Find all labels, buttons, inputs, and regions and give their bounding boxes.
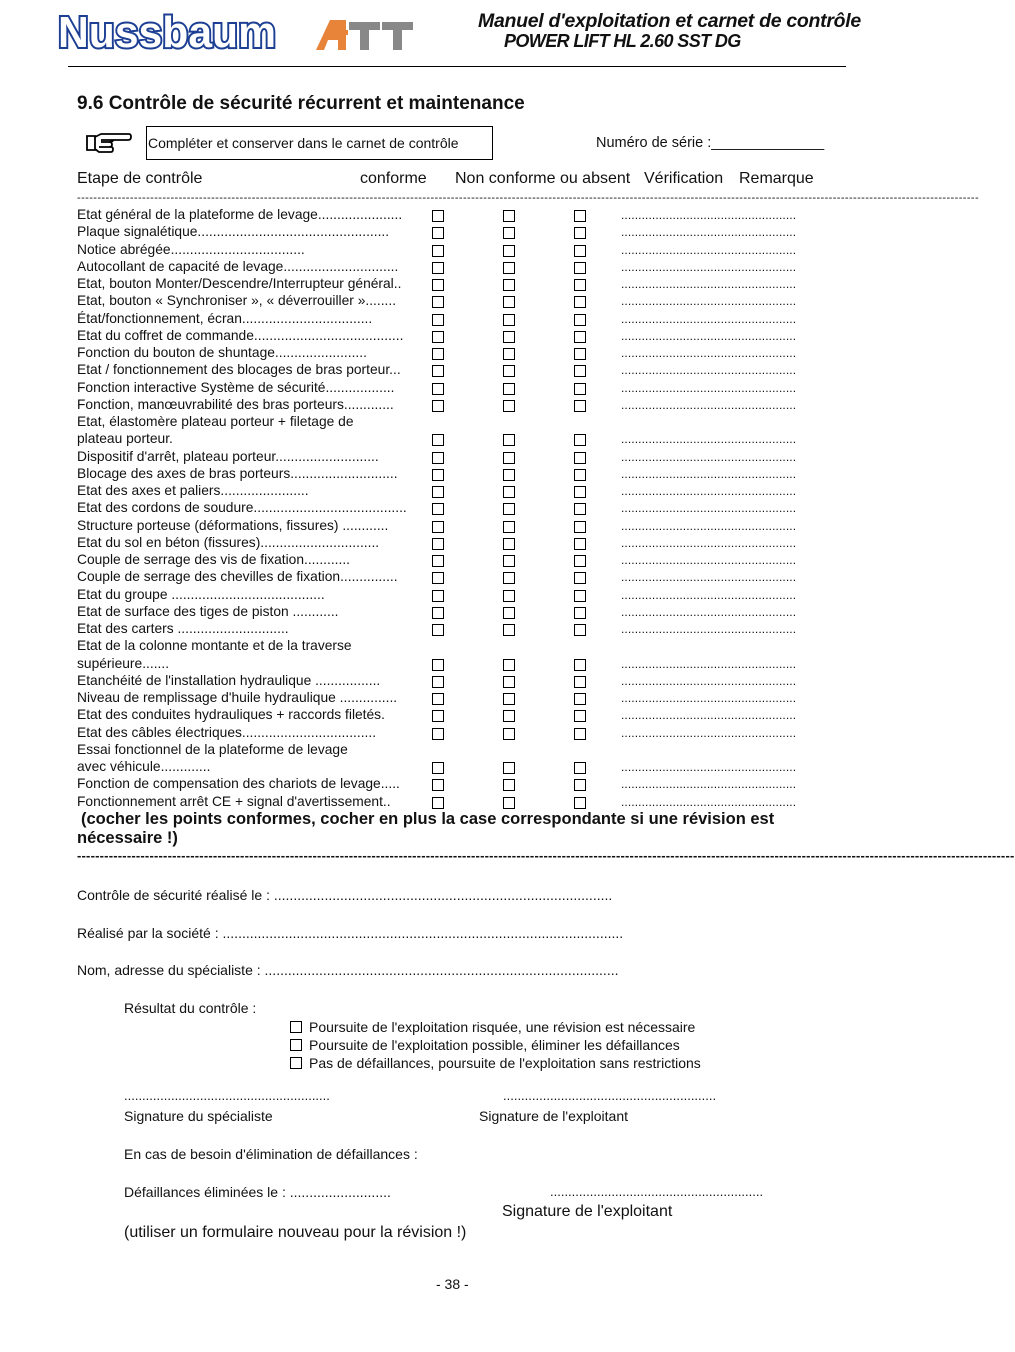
remark-field[interactable]: ................................................... bbox=[621, 570, 797, 585]
instruction-note: (cocher les points conformes, cocher en plus la case correspondante si une révision est bbox=[81, 810, 775, 828]
checkbox-conform[interactable] bbox=[432, 245, 444, 257]
checklist-item-label: Fonction, manœuvrabilité des bras porteurs............. bbox=[77, 396, 394, 412]
checkbox-verification[interactable] bbox=[574, 572, 586, 584]
checklist-item-label: Structure porteuse (déformations, fissures) ............ bbox=[77, 517, 389, 533]
result-ok-checkbox[interactable] bbox=[290, 1057, 302, 1069]
checkbox-conform[interactable] bbox=[432, 762, 444, 774]
checklist-item-label: Fonction de compensation des chariots de levage..... bbox=[77, 776, 400, 792]
checkbox-conform[interactable] bbox=[432, 227, 444, 239]
checklist-item-label: Etat de surface des tiges de piston ............ bbox=[77, 603, 339, 619]
checkbox-nonconform[interactable] bbox=[503, 538, 515, 550]
checklist-item-label: Essai fonctionnel de la plateforme de levage bbox=[77, 741, 348, 757]
separator-line: ------------------------------------------------------------------------------------------------------------------------------------------------------------------------------------------------------------------------------ bbox=[77, 192, 980, 204]
checklist-item-label: Notice abrégée................................... bbox=[77, 241, 305, 257]
checkbox-nonconform[interactable] bbox=[503, 555, 515, 567]
column-verification: Vérification bbox=[644, 170, 724, 187]
remark-field[interactable]: ................................................... bbox=[621, 242, 797, 257]
remark-field[interactable]: ................................................... bbox=[621, 208, 797, 222]
remark-field[interactable]: ................................................... bbox=[621, 225, 797, 240]
checkbox-verification[interactable] bbox=[574, 659, 586, 671]
specialist-signature-label: Signature du spécialiste bbox=[124, 1108, 273, 1124]
result-label: Résultat du contrôle : bbox=[124, 1000, 257, 1016]
page-number: - 38 - bbox=[436, 1276, 469, 1292]
remark-field[interactable]: ................................................... bbox=[621, 725, 797, 740]
checkbox-conform[interactable] bbox=[432, 331, 444, 343]
checkbox-verification[interactable] bbox=[574, 710, 586, 722]
checkbox-nonconform[interactable] bbox=[503, 607, 515, 619]
att-logo bbox=[316, 20, 418, 50]
checkbox-nonconform[interactable] bbox=[503, 452, 515, 464]
checklist-item-label: Etat, bouton Monter/Descendre/Interrupteur général.. bbox=[77, 276, 402, 291]
checkbox-verification[interactable] bbox=[574, 728, 586, 740]
checkbox-verification[interactable] bbox=[574, 503, 586, 515]
remark-field[interactable]: ................................................... bbox=[621, 484, 797, 498]
checkbox-conform[interactable] bbox=[432, 590, 444, 602]
checkbox-verification[interactable] bbox=[574, 452, 586, 464]
checkbox-verification[interactable] bbox=[574, 538, 586, 550]
remark-field[interactable]: ................................................... bbox=[621, 760, 797, 774]
checkbox-nonconform[interactable] bbox=[503, 314, 515, 326]
checkbox-conform[interactable] bbox=[432, 797, 444, 809]
checkbox-conform[interactable] bbox=[432, 279, 444, 291]
checkbox-nonconform[interactable] bbox=[503, 383, 515, 395]
remark-field[interactable]: ................................................... bbox=[621, 380, 797, 395]
checkbox-nonconform[interactable] bbox=[503, 400, 515, 412]
remark-field[interactable]: ................................................... bbox=[621, 604, 797, 619]
checkbox-verification[interactable] bbox=[574, 797, 586, 809]
checkbox-nonconform[interactable] bbox=[503, 693, 515, 705]
checkbox-verification[interactable] bbox=[574, 262, 586, 274]
company-field[interactable]: Réalisé par la société : ....................................................................................................... bbox=[77, 925, 624, 941]
checklist-item-label: Etanchéité de l'installation hydraulique ................. bbox=[77, 672, 381, 688]
result-ok-label: Pas de défaillances, poursuite de l'exploitation sans restrictions bbox=[309, 1055, 701, 1071]
specialist-field[interactable]: Nom, adresse du spécialiste : ........................................................................................... bbox=[77, 962, 619, 978]
checkbox-conform[interactable] bbox=[432, 503, 444, 515]
remark-field[interactable]: ................................................... bbox=[621, 691, 797, 705]
checklist-item-label: Niveau de remplissage d'huile hydraulique ............... bbox=[77, 690, 398, 705]
checkbox-verification[interactable] bbox=[574, 521, 586, 533]
remark-field[interactable]: ................................................... bbox=[621, 708, 797, 723]
section-heading: 9.6 Contrôle de sécurité récurrent et maintenance bbox=[77, 93, 525, 114]
checkbox-nonconform[interactable] bbox=[503, 210, 515, 222]
checkbox-verification[interactable] bbox=[574, 331, 586, 343]
remark-field[interactable]: ................................................... bbox=[621, 656, 797, 671]
column-step: Etape de contrôle bbox=[77, 170, 203, 187]
remark-field[interactable]: ................................................... bbox=[621, 501, 797, 516]
checkbox-verification[interactable] bbox=[574, 590, 586, 602]
checklist-item-label: Etat / fonctionnement des blocages de bras porteur... bbox=[77, 362, 401, 378]
checkbox-nonconform[interactable] bbox=[503, 434, 515, 446]
checkbox-verification[interactable] bbox=[574, 624, 586, 636]
checkbox-conform[interactable] bbox=[432, 624, 444, 636]
checkbox-conform[interactable] bbox=[432, 262, 444, 274]
checklist-item-label: Etat du sol en béton (fissures)............................... bbox=[77, 534, 380, 550]
checkbox-verification[interactable] bbox=[574, 555, 586, 567]
checkbox-nonconform[interactable] bbox=[503, 469, 515, 481]
header-rule bbox=[68, 66, 846, 67]
checklist-item-label: Etat général de la plateforme de levage...................... bbox=[77, 207, 403, 222]
remark-field[interactable]: ................................................... bbox=[621, 259, 797, 274]
checkbox-nonconform[interactable] bbox=[503, 676, 515, 688]
checklist-item-label: Etat des conduites hydrauliques + raccords filetés. bbox=[77, 707, 385, 723]
checkbox-nonconform[interactable] bbox=[503, 521, 515, 533]
checkbox-nonconform[interactable] bbox=[503, 348, 515, 360]
checkbox-nonconform[interactable] bbox=[503, 590, 515, 602]
checklist-item-label: Etat, élastomère plateau porteur + filetage de bbox=[77, 414, 354, 429]
checkbox-verification[interactable] bbox=[574, 279, 586, 291]
checkbox-nonconform[interactable] bbox=[503, 572, 515, 584]
checkbox-nonconform[interactable] bbox=[503, 227, 515, 239]
checkbox-conform[interactable] bbox=[432, 710, 444, 722]
pointing-hand-icon bbox=[85, 130, 131, 156]
checkbox-conform[interactable] bbox=[432, 314, 444, 326]
instruction-text: Compléter et conserver dans le carnet de contrôle bbox=[148, 135, 459, 151]
column-conform: conforme bbox=[360, 170, 427, 187]
checkbox-nonconform[interactable] bbox=[503, 262, 515, 274]
checkbox-nonconform[interactable] bbox=[503, 279, 515, 291]
checkbox-conform[interactable] bbox=[432, 676, 444, 688]
nussbaum-logo bbox=[55, 8, 280, 57]
checkbox-verification[interactable] bbox=[574, 365, 586, 377]
checkbox-conform[interactable] bbox=[432, 365, 444, 377]
footer-note: (utiliser un formulaire nouveau pour la révision !) bbox=[124, 1224, 467, 1241]
remark-field[interactable]: ................................................... bbox=[621, 535, 797, 550]
checklist-item-label: Couple de serrage des chevilles de fixation............... bbox=[77, 569, 398, 585]
remark-field[interactable]: ................................................... bbox=[621, 794, 797, 809]
remark-field[interactable]: ................................................... bbox=[621, 622, 797, 636]
checklist-item-label: Etat des axes et paliers....................... bbox=[77, 483, 309, 498]
result-possible-label: Poursuite de l'exploitation possible, éliminer les défaillances bbox=[309, 1037, 680, 1053]
checkbox-nonconform[interactable] bbox=[503, 710, 515, 722]
checklist-item-label: Autocollant de capacité de levage.............................. bbox=[77, 258, 399, 274]
checklist-item-label: Dispositif d'arrêt, plateau porteur........................... bbox=[77, 448, 379, 464]
checkbox-verification[interactable] bbox=[574, 245, 586, 257]
defect-elimination-label: En cas de besoin d'élimination de défaillances : bbox=[124, 1146, 418, 1162]
result-possible-checkbox[interactable] bbox=[290, 1039, 302, 1051]
operator-signature-label: Signature de l'exploitant bbox=[479, 1108, 628, 1124]
result-risky-label: Poursuite de l'exploitation risquée, une révision est nécessaire bbox=[309, 1019, 696, 1035]
checklist-item-label: Etat du groupe ........................................ bbox=[77, 586, 325, 602]
checkbox-conform[interactable] bbox=[432, 210, 444, 222]
checkbox-conform[interactable] bbox=[432, 486, 444, 498]
remark-field[interactable]: ................................................... bbox=[621, 397, 797, 412]
separator-line-bold: --------------------------------------------------------------------------------------------------------------------------------------------------------------------------------------------------------------- bbox=[77, 848, 1015, 863]
checkbox-verification[interactable] bbox=[574, 314, 586, 326]
column-nonconform: Non conforme ou absent bbox=[455, 170, 631, 187]
checklist-item-label: supérieure....... bbox=[77, 655, 170, 671]
checkbox-conform[interactable] bbox=[432, 383, 444, 395]
defects-signature-line[interactable]: ........................................................... bbox=[550, 1184, 764, 1199]
checklist-item-label: Etat des cordons de soudure........................................ bbox=[77, 500, 407, 516]
remark-field[interactable]: ................................................... bbox=[621, 294, 797, 309]
checkbox-conform[interactable] bbox=[432, 779, 444, 791]
checklist-item-label: Fonction du bouton de shuntage........................ bbox=[77, 345, 367, 360]
checkbox-conform[interactable] bbox=[432, 693, 444, 705]
checkbox-conform[interactable] bbox=[432, 452, 444, 464]
checkbox-nonconform[interactable] bbox=[503, 296, 515, 308]
result-risky-checkbox[interactable] bbox=[290, 1021, 302, 1033]
checkbox-conform[interactable] bbox=[432, 296, 444, 308]
checkbox-nonconform[interactable] bbox=[503, 762, 515, 774]
checkbox-verification[interactable] bbox=[574, 227, 586, 239]
checkbox-conform[interactable] bbox=[432, 728, 444, 740]
checkbox-conform[interactable] bbox=[432, 555, 444, 567]
checkbox-verification[interactable] bbox=[574, 486, 586, 498]
checkbox-conform[interactable] bbox=[432, 659, 444, 671]
control-date-field[interactable]: Contrôle de sécurité réalisé le : ....................................................................................... bbox=[77, 887, 613, 903]
checkbox-verification[interactable] bbox=[574, 296, 586, 308]
checkbox-verification[interactable] bbox=[574, 400, 586, 412]
remark-field[interactable]: ................................................... bbox=[621, 311, 797, 326]
specialist-signature-line[interactable]: ......................................................... bbox=[124, 1088, 330, 1103]
remark-field[interactable]: ................................................... bbox=[621, 673, 797, 688]
checkbox-conform[interactable] bbox=[432, 469, 444, 481]
att-logo-text: ATT bbox=[316, 20, 318, 21]
checkbox-nonconform[interactable] bbox=[503, 331, 515, 343]
checkbox-nonconform[interactable] bbox=[503, 245, 515, 257]
checkbox-conform[interactable] bbox=[432, 607, 444, 619]
checklist-item-label: avec véhicule............. bbox=[77, 759, 211, 774]
checklist-item-label: Etat, bouton « Synchroniser », « déverrouiller »........ bbox=[77, 293, 397, 309]
checkbox-verification[interactable] bbox=[574, 693, 586, 705]
remark-field[interactable]: ................................................... bbox=[621, 346, 797, 360]
checklist-item-label: Couple de serrage des vis de fixation............ bbox=[77, 552, 351, 567]
remark-field[interactable]: ................................................... bbox=[621, 518, 797, 533]
checkbox-nonconform[interactable] bbox=[503, 659, 515, 671]
checklist-item-label: Blocage des axes de bras porteurs............................ bbox=[77, 465, 398, 481]
checklist-item-label: Etat du coffret de commande....................................... bbox=[77, 327, 404, 343]
checkbox-verification[interactable] bbox=[574, 469, 586, 481]
remark-field[interactable]: ................................................... bbox=[621, 466, 797, 481]
checkbox-conform[interactable] bbox=[432, 572, 444, 584]
checkbox-conform[interactable] bbox=[432, 400, 444, 412]
remark-field[interactable]: ................................................... bbox=[621, 777, 797, 792]
remark-field[interactable]: ................................................... bbox=[621, 277, 797, 291]
remark-field[interactable]: ................................................... bbox=[621, 449, 797, 464]
checkbox-verification[interactable] bbox=[574, 210, 586, 222]
checkbox-verification[interactable] bbox=[574, 762, 586, 774]
remark-field[interactable]: ................................................... bbox=[621, 328, 797, 343]
serial-number-field[interactable]: Numéro de série :______________ bbox=[596, 135, 825, 151]
checkbox-conform[interactable] bbox=[432, 521, 444, 533]
defects-eliminated-field[interactable]: Défaillances éliminées le : .......................... bbox=[124, 1184, 391, 1200]
checkbox-verification[interactable] bbox=[574, 607, 586, 619]
checkbox-verification[interactable] bbox=[574, 383, 586, 395]
operator-signature-line[interactable]: ........................................................... bbox=[503, 1088, 717, 1103]
checkbox-nonconform[interactable] bbox=[503, 365, 515, 377]
checkbox-conform[interactable] bbox=[432, 348, 444, 360]
document-subtitle: POWER LIFT HL 2.60 SST DG bbox=[504, 31, 741, 51]
checklist-item-label: Fonctionnement arrêt CE + signal d'avertissement.. bbox=[77, 793, 391, 809]
checkbox-verification[interactable] bbox=[574, 676, 586, 688]
checklist-item-label: Fonction interactive Système de sécurité.................. bbox=[77, 379, 395, 395]
nussbaum-logo-text: Nussbaum bbox=[58, 8, 276, 57]
column-remark: Remarque bbox=[739, 170, 814, 187]
checkbox-verification[interactable] bbox=[574, 434, 586, 446]
remark-field[interactable]: ................................................... bbox=[621, 553, 797, 567]
checkbox-nonconform[interactable] bbox=[503, 624, 515, 636]
instruction-note-continued: nécessaire !) bbox=[77, 829, 178, 847]
checkbox-nonconform[interactable] bbox=[503, 503, 515, 515]
checklist-item-label: Etat des câbles électriques................................... bbox=[77, 724, 377, 740]
checklist-item-label: plateau porteur. bbox=[77, 431, 173, 447]
defects-signature-label: Signature de l'exploitant bbox=[502, 1203, 673, 1220]
checkbox-verification[interactable] bbox=[574, 779, 586, 791]
checklist-item-label: Etat des carters ............................. bbox=[77, 621, 289, 636]
remark-field[interactable]: ................................................... bbox=[621, 587, 797, 602]
remark-field[interactable]: ................................................... bbox=[621, 363, 797, 378]
remark-field[interactable]: ................................................... bbox=[621, 432, 797, 447]
checkbox-nonconform[interactable] bbox=[503, 486, 515, 498]
checklist-item-label: Etat de la colonne montante et de la traverse bbox=[77, 638, 352, 654]
document-title: Manuel d'exploitation et carnet de contrôle bbox=[478, 10, 861, 32]
checkbox-nonconform[interactable] bbox=[503, 728, 515, 740]
checkbox-nonconform[interactable] bbox=[503, 797, 515, 809]
checkbox-nonconform[interactable] bbox=[503, 779, 515, 791]
checkbox-conform[interactable] bbox=[432, 538, 444, 550]
checklist-item-label: Plaque signalétique.................................................. bbox=[77, 224, 390, 240]
checklist-item-label: État/fonctionnement, écran.................................. bbox=[77, 310, 373, 326]
checkbox-conform[interactable] bbox=[432, 434, 444, 446]
checkbox-verification[interactable] bbox=[574, 348, 586, 360]
